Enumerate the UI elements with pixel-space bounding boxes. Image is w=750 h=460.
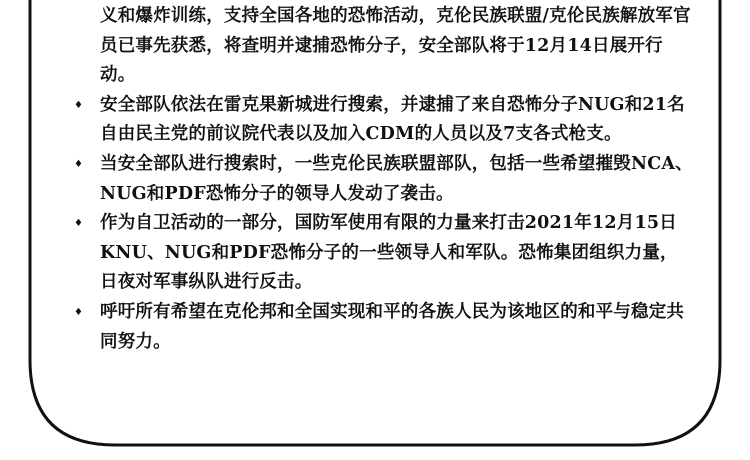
diamond-bullet-icon: ♦	[74, 306, 84, 318]
bullet-item	[74, 298, 694, 357]
bullet-item	[74, 209, 694, 298]
diamond-bullet-icon: ♦	[74, 99, 84, 111]
document-body	[74, 0, 694, 357]
bullet-text: 呼吁所有希望在克伦邦和全国实现和平的各族人民为该地区的和平与稳定共同努力。	[100, 301, 685, 352]
lead-paragraph: 义和爆炸训练，支持全国各地的恐怖活动，克伦民族联盟/克伦民族解放军官员已事先获悉，将查明并逮捕恐怖分子，安全部队将于12月14日展开行动。	[100, 6, 691, 86]
bullet-list	[74, 91, 694, 357]
diamond-bullet-icon: ♦	[74, 218, 84, 230]
bullet-item	[74, 150, 694, 209]
bullet-text: 当安全部队进行搜索时，一些克伦民族联盟部队，包括一些希望摧毁NCA、NUG和PDF恐怖分子的领导人发动了袭击。	[100, 153, 693, 204]
diamond-bullet-icon: ♦	[74, 158, 84, 170]
bullet-text: 作为自卫活动的一部分，国防军使用有限的力量来打击2021年12月15日KNU、NUG和PDF恐怖分子的一些领导人和军队。恐怖集团组织力量，日夜对军事纵队进行反击。	[100, 213, 678, 293]
bullet-item	[74, 91, 694, 150]
bullet-text: 安全部队依法在雷克果新城进行搜索，并逮捕了来自恐怖分子NUG和21名自由民主党的前议院代表以及加入CDM的人员以及7支各式枪支。	[100, 94, 685, 145]
